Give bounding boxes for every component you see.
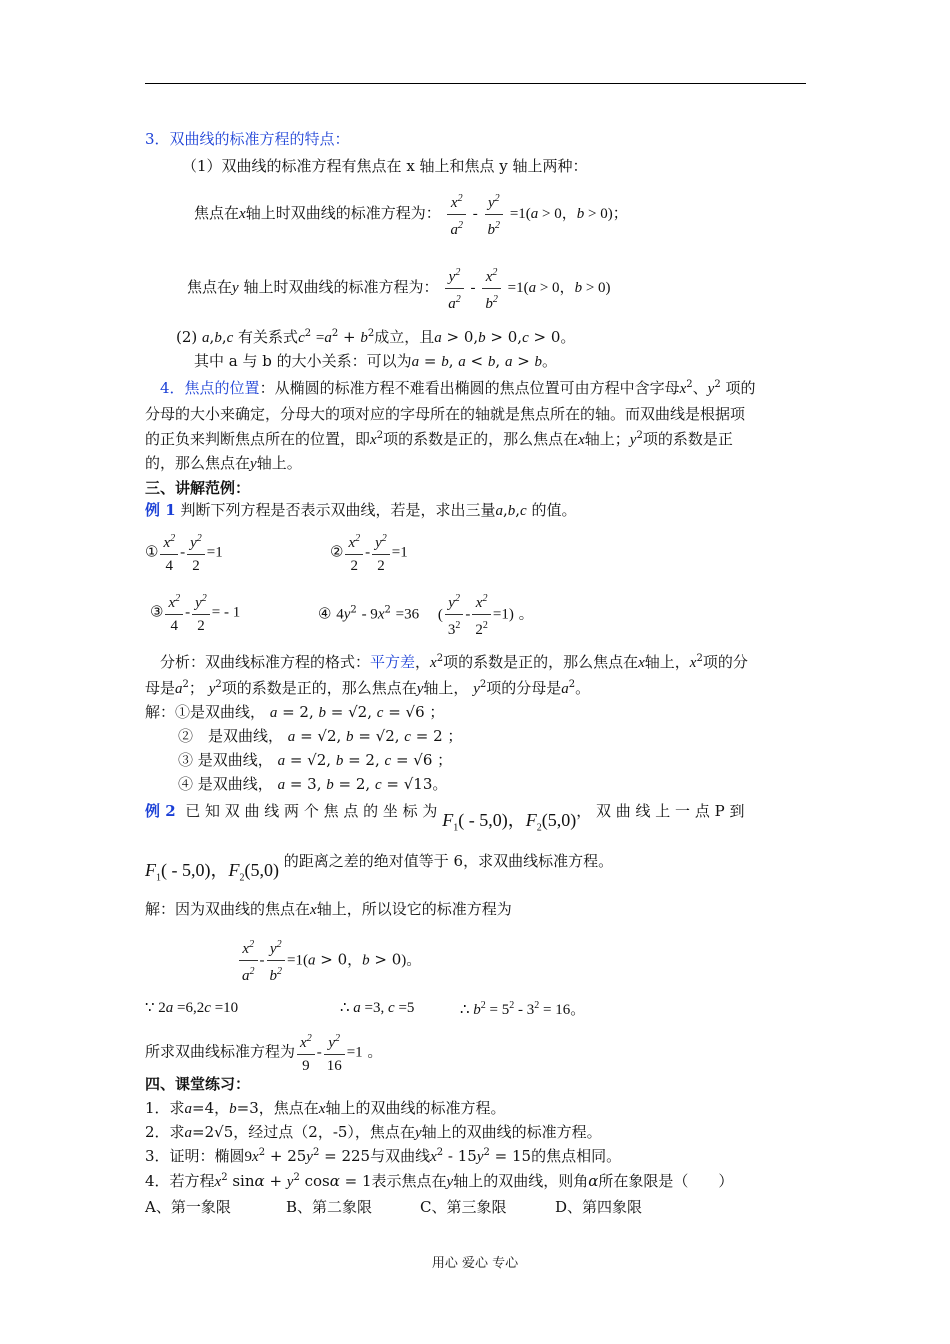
example-2-step1: ∵ 2a =6,2c =10 — [145, 1000, 239, 1016]
section-4-line4: 的，那么焦点在y轴上。 — [145, 454, 302, 472]
solution-1: 解：①是双曲线， a = 2, b = √2, c = √6 ； — [145, 703, 445, 721]
abc-relation: (2) a,b,c 有关系式$c^2 =a^2 + b^2$成立，且a > 0,b > 0,c > 0。 — [176, 328, 576, 346]
example-2-step2: ∴ a =3, c =5 — [340, 1000, 415, 1016]
heading-examples: 三、讲解范例： — [145, 479, 251, 497]
choice-b: B、第二象限 — [286, 1198, 373, 1216]
practice-2: 2．求a=2√5，经过点（2，-5），焦点在y轴上的双曲线的标准方程。 — [145, 1123, 602, 1141]
choice-a: A、第一象限 — [145, 1198, 231, 1216]
section-4-line3: 的正负来判断焦点所在的位置，即$x^2$项的系数是正的，那么焦点在x轴上；$y^2$项的系数是正 — [145, 430, 733, 448]
section-4-line1: 4．焦点的位置：从椭圆的标准方程不难看出椭圆的焦点位置可由方程中含字母$x^2$、$y^2$ 项的 — [160, 379, 756, 397]
solution-2: ② 是双曲线， a = √2, b = √2, c = 2 ； — [178, 727, 463, 745]
choice-d: D、第四象限 — [555, 1198, 643, 1216]
section-3-line1: （1）双曲线的标准方程有焦点在 x 轴上和焦点 y 轴上两种： — [182, 157, 588, 175]
ab-relation: 其中 a 与 b 的大小关系：可以为a = b, a < b, a > b。 — [194, 352, 558, 370]
analysis-line1: 分析：双曲线标准方程的格式：平方差，$x^2$项的系数是正的，那么焦点在x轴上，$x^2$项的分 — [160, 653, 748, 671]
page-footer: 用心 爱心 专心 — [431, 1256, 519, 1271]
practice-4: 4．若方程$x^2$ $\sin\alpha + y^2$ cosα = 1表示焦点在y轴上的双曲线，则角α所在象限是（ ） — [145, 1172, 734, 1190]
example-1-item-1: ① $\frac{x^2}{4}$ - $\frac{y^2}{2}$ =1 — [145, 528, 223, 577]
solution-3: ③ 是双曲线， a = √2, b = 2, c = √6 ； — [178, 751, 453, 769]
analysis-line2: 母是$a^2$； $y^2$项的系数是正的，那么焦点在y轴上， $y^2$项的分母是$a^2$。 — [145, 679, 591, 697]
section-3-title: 3．双曲线的标准方程的特点： — [145, 130, 350, 148]
section-4-line2: 分母的大小来确定，分母大的项对应的字母所在的轴就是焦点所在的轴。而双曲线是根据项 — [145, 405, 746, 423]
choice-c: C、第三象限 — [420, 1198, 507, 1216]
example-2-step3: ∴ $b^2 = 5^2 - 3^2 = 16$。 — [460, 1000, 586, 1018]
x-axis-equation: 焦点在x轴上时双曲线的标准方程为： $\frac{x^2}{a^2}$ - $\frac{y^2}{b^2}$ =1(a > 0，b > 0)； — [194, 188, 628, 241]
example-1-item-3: ③ $\frac{x^2}{4}$ - $\frac{y^2}{2}$ = - 1 — [150, 588, 240, 637]
example-2-solution: 解：因为双曲线的焦点在x轴上，所以设它的标准方程为 — [145, 900, 512, 918]
example-2-answer: 所求双曲线标准方程为 $\frac{x^2}{9}$ - $\frac{y^2}{16}$ =1 。 — [145, 1028, 382, 1077]
example-1-item-2: ② $\frac{x^2}{2}$ - $\frac{y^2}{2}$ =1 — [330, 528, 408, 577]
example-1-item-4: ④ $4y^2 - 9x^2 =36$ ( $\frac{y^2}{3^2}$ - $\frac{x^2}{2^2}$ =1) 。 — [318, 588, 534, 641]
practice-3: 3．证明：椭圆$9x^2 + 25y^2 = 225$与双曲线$x^2 - 15y^2 = 15$的焦点相同。 — [145, 1147, 622, 1165]
example-2-line2: $F_1( - 5,0)$，$F_2(5,0)$ 的距离之差的绝对值等于 6，求双曲线标准方程。 — [145, 852, 614, 884]
y-axis-equation: 焦点在y 轴上时双曲线的标准方程为： $\frac{y^2}{a^2}$ - $\frac{x^2}{b^2}$ =1(a > 0，b > 0) — [187, 262, 611, 315]
header-rule — [145, 83, 806, 84]
example-1-question: 例 1 判断下列方程是否表示双曲线，若是，求出三量a,b,c 的值。 — [145, 501, 577, 519]
practice-1: 1．求a=4，b=3，焦点在x轴上的双曲线的标准方程。 — [145, 1099, 506, 1117]
example-2-line1: 例 2 已 知 双 曲 线 两 个 焦 点 的 坐 标 为 $F_1( - 5,0)$，$F_2(5,0)$， 双 曲 线 上 一 点 P 到 — [145, 802, 745, 834]
heading-practice: 四、课堂练习： — [145, 1075, 251, 1093]
example-2-formula: $\frac{x^2}{a^2}$ - $\frac{y^2}{b^2}$ =1(a > 0，b > 0)。 — [237, 934, 421, 987]
solution-4: ④ 是双曲线， a = 3, b = 2, c = √13。 — [178, 775, 448, 793]
